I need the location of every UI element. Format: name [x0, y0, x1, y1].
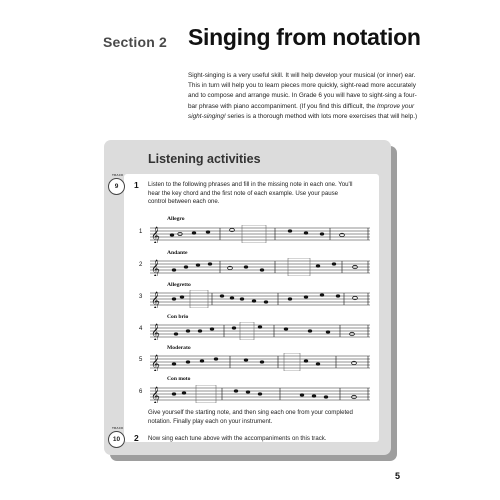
exercise-number: 4 — [139, 326, 143, 332]
exercise-number: 3 — [139, 294, 143, 300]
tempo-label: Con moto — [167, 376, 191, 382]
section-label: Section 2 — [103, 34, 168, 50]
instructions-text: Give yourself the starting note, and then sing each one from your completed notation. Finally play each on your instrument. — [148, 409, 353, 425]
svg-text:𝄞: 𝄞 — [151, 354, 160, 371]
exercise-number: 2 — [139, 262, 143, 268]
svg-text:𝄞: 𝄞 — [151, 323, 160, 340]
question-2-text: Now sing each tune above with the accompaniments on this track. — [148, 435, 327, 442]
staff-6 — [150, 385, 370, 403]
track-word-10: TRACK — [112, 426, 124, 430]
staff-3 — [150, 290, 370, 308]
exercise-number: 1 — [139, 229, 143, 235]
tempo-label: Con brio — [167, 314, 189, 320]
question-1-text: Listen to the following phrases and fill in the missing note in each one. You'll hear the key chord and the first note of each example. Use your pause control between each one. — [148, 181, 353, 206]
exercise-number: 6 — [139, 389, 143, 395]
svg-text:𝄞: 𝄞 — [151, 259, 160, 276]
question-1-number: 1 — [134, 180, 139, 190]
staff-4 — [150, 322, 370, 340]
panel-title: Listening activities — [148, 152, 261, 166]
tempo-label: Andante — [167, 250, 188, 256]
staff-1 — [150, 225, 370, 243]
intro-text-after: series is a thorough method with lots more exercises that will help.) — [225, 112, 418, 120]
exercise-number: 5 — [139, 357, 143, 363]
track-badge-10: 10 — [108, 431, 125, 448]
intro-paragraph — [188, 71, 420, 122]
track-badge-9: 9 — [108, 178, 125, 195]
question-2-number: 2 — [134, 433, 139, 443]
series-name: Improve your sight-singing! — [188, 102, 415, 120]
tempo-label: Allegretto — [167, 282, 191, 288]
page-title: Singing from notation — [188, 24, 421, 50]
track-word-9: TRACK — [112, 173, 124, 177]
page-number: 5 — [394, 471, 400, 481]
tempo-label: Allegro — [167, 216, 185, 222]
staff-5 — [150, 353, 370, 371]
staff-2 — [150, 258, 370, 276]
intro-text-before: Sight-singing is a very useful skill. It will help develop your musical (or inner) ear. This in turn will help you to learn pieces more quickly, sight-read more accurately and to compose and arrange music. In Grade 6 you will have to sight-sing a four-bar phrase with piano accompaniment. (If you find this difficult, the — [188, 72, 417, 110]
svg-text:𝄞: 𝄞 — [151, 386, 160, 403]
svg-text:𝄞: 𝄞 — [151, 226, 160, 243]
tempo-label: Moderato — [167, 345, 191, 351]
svg-text:𝄞: 𝄞 — [151, 291, 160, 308]
